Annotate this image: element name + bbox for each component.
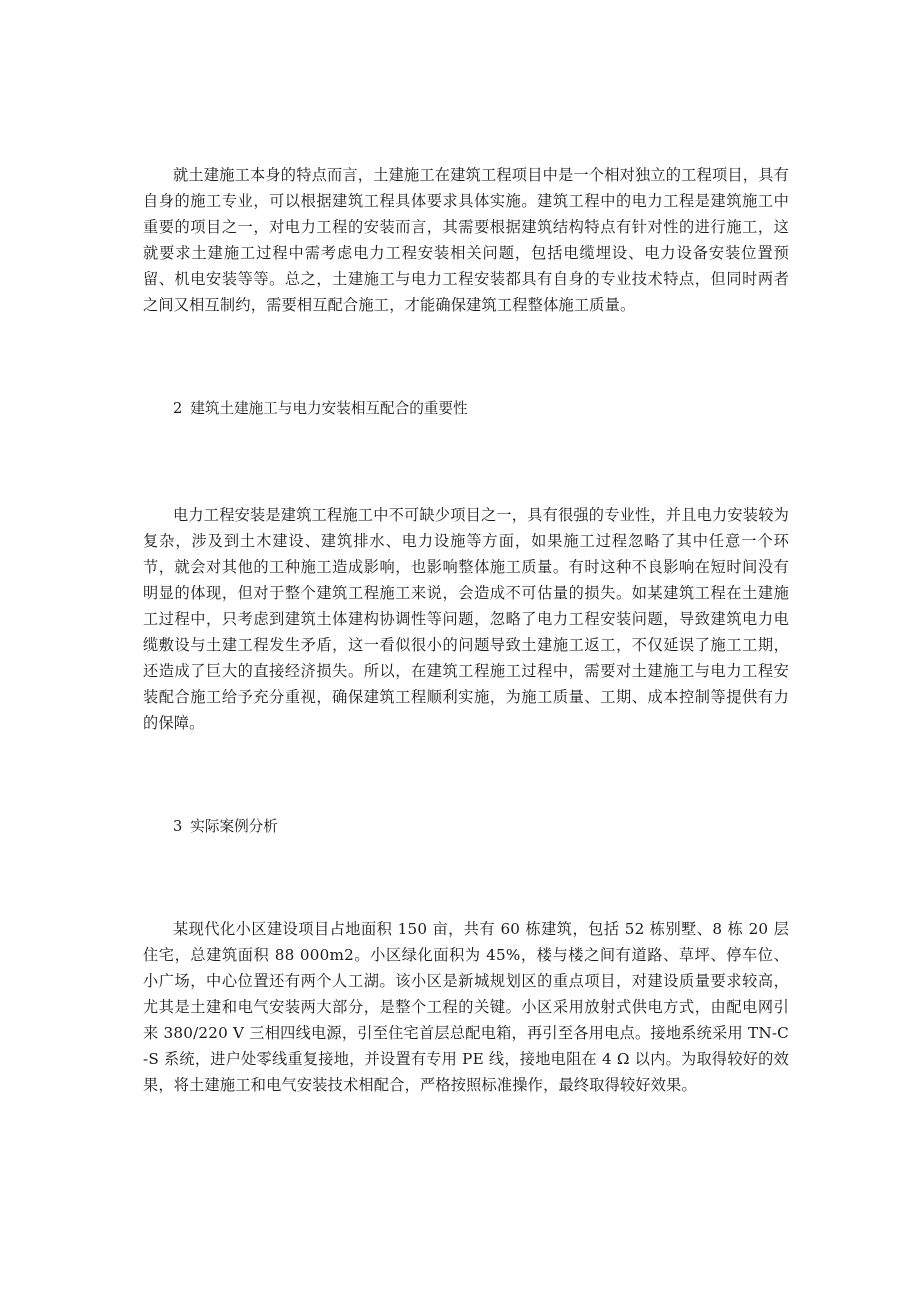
section-2-heading (173, 398, 468, 420)
section-3-title: 实际案例分析 (190, 818, 278, 835)
section-2-title: 建筑土建施工与电力安装相互配合的重要性 (190, 400, 468, 417)
section-3-heading (173, 816, 278, 838)
paragraph-importance: 电力工程安装是建筑工程施工中不可缺少项目之一，具有很强的专业性，并且电力安装较为复杂，涉及到土木建设、建筑排水、电力设施等方面，如果施工过程忽略了其中任意一个环节，就会对其他的工种施工造成影响，也影响整体施工质量。有时这种不良影响在短时间没有明显的体现，但对于整个建筑工程施工来说，会造成不可估量的损失。如某建筑工程在土建施工过程中，只考虑到建筑土体建构协调性等问题，忽略了电力工程安装问题，导致建筑电力电缆敷设与土建工程发生矛盾，这一看似很小的问题导致土建施工返工，不仅延误了施工工期，还造成了巨大的直接经济损失。所以，在建筑工程施工过程中，需要对土建施工与电力工程安装配合施工给予充分重视，确保建筑工程顺利实施，为施工质量、工期、成本控制等提供有力的保障。 (143, 506, 789, 732)
section-2-number: 2 (173, 400, 183, 417)
paragraph-case-study: 某现代化小区建设项目占地面积 150 亩，共有 60 栋建筑，包括 52 栋别墅、8 栋 20 层住宅，总建筑面积 88 000m2。小区绿化面积为 45%，楼与楼之间有道路、草坪、停车位、小广场，中心位置还有两个人工湖。该小区是新城规划区的重点项目，对建设质量要求较高，尤其是土建和电气安装两大部分，是整个工程的关键。小区采用放射式供电方式，由配电网引来 380/220 V 三相四线电源，引至住宅首层总配电箱，再引至各用电点。接地系统采用 TN-C-S 系统，进户处零线重复接地，并设置有专用 PE 线，接地电阻在 4 Ω 以内。为取得较好的效果，将土建施工和电气安装技术相配合，严格按照标准操作，最终取得较好效果。 (143, 920, 789, 1094)
section-3-number: 3 (173, 818, 183, 835)
paragraph-intro: 就土建施工本身的特点而言，土建施工在建筑工程项目中是一个相对独立的工程项目，具有自身的施工专业，可以根据建筑工程具体要求具体实施。建筑工程中的电力工程是建筑施工中重要的项目之一，对电力工程的安装而言，其需要根据建筑结构特点有针对性的进行施工，这就要求土建施工过程中需考虑电力工程安装相关问题，包括电缆埋设、电力设备安装位置预留、机电安装等等。总之，土建施工与电力工程安装都具有自身的专业技术特点，但同时两者之间又相互制约，需要相互配合施工，才能确保建筑工程整体施工质量。 (143, 166, 789, 314)
